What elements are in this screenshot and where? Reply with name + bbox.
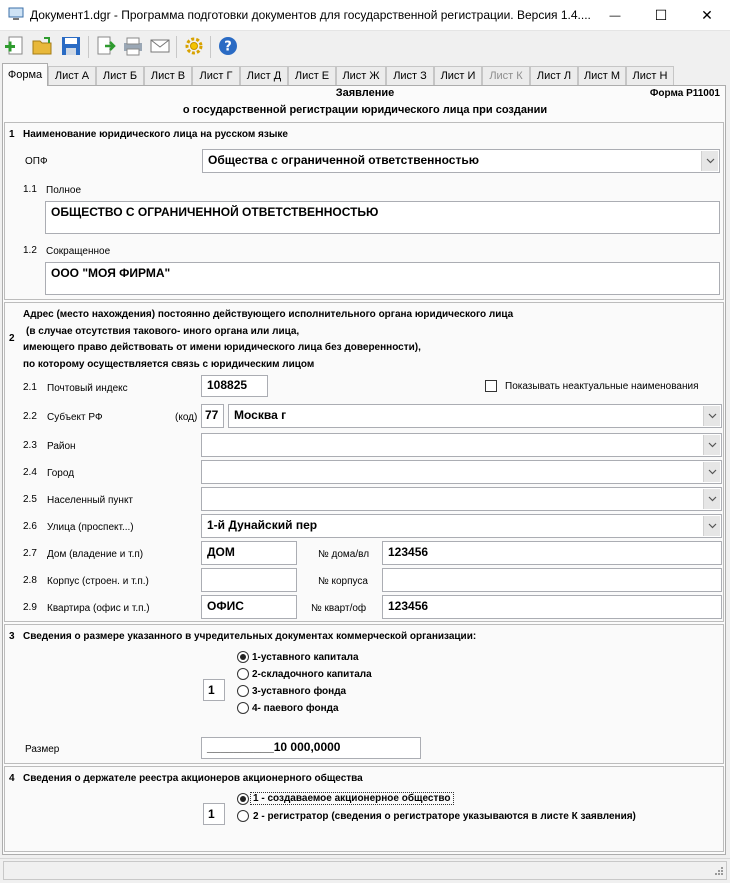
chevron-down-icon[interactable] <box>703 516 720 536</box>
export-icon <box>95 35 117 57</box>
region-value: Москва г <box>234 408 287 422</box>
section-2-heading-1: Адрес (место нахождения) постоянно действующего исполнительного органа юридического лица <box>23 309 514 320</box>
minimize-button[interactable]: — <box>609 9 621 22</box>
section-2-number: 2 <box>9 333 15 344</box>
zip-label: Почтовый индекс <box>47 383 128 394</box>
locality-select[interactable] <box>201 487 722 511</box>
house-label: Дом (владение и т.п) <box>47 549 144 560</box>
tab-sheet-10: Лист К <box>482 66 530 85</box>
close-button[interactable]: ✕ <box>701 7 713 23</box>
settings-button[interactable] <box>182 34 206 58</box>
capital-size-field[interactable]: __________10 000,0000 <box>201 737 421 759</box>
chevron-down-icon[interactable] <box>703 406 720 426</box>
opf-select[interactable] <box>202 149 720 173</box>
full-name-field[interactable]: ОБЩЕСТВО С ОГРАНИЧЕННОЙ ОТВЕТСТВЕННОСТЬЮ <box>45 201 720 234</box>
toolbar-separator <box>210 36 211 58</box>
registry-holder-radio-1[interactable] <box>237 793 249 805</box>
mail-icon <box>149 35 171 57</box>
section-3-heading: Сведения о размере указанного в учредительных документах коммерческой организации: <box>23 631 477 642</box>
form-subtitle: о государственной регистрации юридического лица при создании <box>182 104 548 116</box>
flat-type-field[interactable]: ОФИС <box>201 595 297 619</box>
save-button[interactable] <box>59 34 83 58</box>
toolbar <box>0 31 730 63</box>
building-label: Корпус (строен. и т.п.) <box>47 576 149 587</box>
region-number: 2.2 <box>23 411 37 422</box>
street-value: 1-й Дунайский пер <box>207 518 318 532</box>
locality-number: 2.5 <box>23 494 37 505</box>
section-2-heading-2: (в случае отсутствия такового- иного органа или лица, <box>26 326 300 337</box>
street-number: 2.6 <box>23 521 37 532</box>
zip-number: 2.1 <box>23 382 37 393</box>
district-label: Район <box>47 441 76 452</box>
tab-sheet-11[interactable]: Лист Л <box>530 66 578 85</box>
flat-no-label: № кварт/оф <box>311 603 367 614</box>
region-code-field[interactable]: 77 <box>201 404 224 428</box>
flat-label: Квартира (офис и т.п.) <box>47 603 150 614</box>
short-name-field[interactable]: ООО "МОЯ ФИРМА" <box>45 262 720 295</box>
section-1-number: 1 <box>9 129 15 140</box>
flat-number: 2.9 <box>23 602 37 613</box>
capital-type-code-field[interactable]: 1 <box>203 679 225 701</box>
tab-sheet-6[interactable]: Лист Е <box>288 66 336 85</box>
title-bar <box>0 0 730 31</box>
house-no-field[interactable]: 123456 <box>382 541 722 565</box>
zip-field[interactable]: 108825 <box>201 375 268 397</box>
help-icon <box>217 35 239 57</box>
section-3-number: 3 <box>9 631 15 642</box>
registry-holder-label-1: 1 - создаваемое акционерное общество <box>253 793 451 804</box>
show-outdated-checkbox[interactable] <box>485 380 497 392</box>
house-no-label: № дома/вл <box>318 549 370 560</box>
short-name-number: 1.2 <box>23 245 37 256</box>
registry-holder-label-2: 2 - регистратор (сведения о регистраторе указываются в листе К заявления) <box>253 811 636 822</box>
open-folder-icon <box>32 35 54 57</box>
short-name-label: Сокращенное <box>46 246 111 257</box>
full-name-number: 1.1 <box>23 184 37 195</box>
section-2-heading-4: по которому осуществляется связь с юридическим лицом <box>23 359 315 370</box>
form-code: Форма Р11001 <box>649 88 720 99</box>
tab-sheet-1[interactable]: Лист А <box>48 66 96 85</box>
resize-grip-icon[interactable] <box>712 866 724 878</box>
export-button[interactable] <box>94 34 118 58</box>
flat-no-field[interactable]: 123456 <box>382 595 722 619</box>
chevron-down-icon[interactable] <box>703 435 720 455</box>
region-select[interactable] <box>228 404 722 428</box>
building-type-field[interactable] <box>201 568 297 592</box>
house-type-field[interactable]: ДОМ <box>201 541 297 565</box>
registry-holder-code-field[interactable]: 1 <box>203 803 225 825</box>
print-button[interactable] <box>121 34 145 58</box>
region-label: Субъект РФ <box>47 412 103 423</box>
registry-holder-radio-2[interactable] <box>237 810 249 822</box>
chevron-down-icon[interactable] <box>703 489 720 509</box>
help-button[interactable] <box>216 34 240 58</box>
form-page <box>2 85 726 855</box>
full-name-label: Полное <box>46 185 82 196</box>
open-button[interactable] <box>31 34 55 58</box>
opf-value: Общества с ограниченной ответственностью <box>208 153 479 167</box>
city-select[interactable] <box>201 460 722 484</box>
region-code-label: (код) <box>175 412 198 423</box>
capital-type-label-1: 1-уставного капитала <box>252 652 359 663</box>
opf-label: ОПФ <box>25 156 48 167</box>
section-4-heading: Сведения о держателе реестра акционеров акционерного общества <box>23 773 363 784</box>
section-2-heading-3: имеющего право действовать от имени юридического лица без доверенности), <box>23 342 421 353</box>
show-outdated-label: Показывать неактуальные наименования <box>505 381 699 392</box>
house-number: 2.7 <box>23 548 37 559</box>
building-no-field[interactable] <box>382 568 722 592</box>
save-icon <box>60 35 82 57</box>
city-label: Город <box>47 468 75 479</box>
chevron-down-icon[interactable] <box>703 462 720 482</box>
tab-sheet-8[interactable]: Лист З <box>386 66 434 85</box>
section-4-number: 4 <box>9 773 15 784</box>
tab-sheet-4[interactable]: Лист Г <box>192 66 240 85</box>
toolbar-separator <box>176 36 177 58</box>
form-title: Заявление <box>335 87 395 99</box>
settings-gear-icon <box>183 35 205 57</box>
city-number: 2.4 <box>23 467 37 478</box>
district-number: 2.3 <box>23 440 37 451</box>
tab-sheet-7[interactable]: Лист Ж <box>336 66 386 85</box>
section-1-heading: Наименование юридического лица на русском языке <box>23 129 288 140</box>
capital-type-radio-4[interactable] <box>237 702 249 714</box>
tab-sheet-2[interactable]: Лист Б <box>96 66 144 85</box>
toolbar-separator <box>88 36 89 58</box>
capital-type-radio-2[interactable] <box>237 668 249 680</box>
capital-type-label-4: 4- паевого фонда <box>252 703 339 714</box>
new-document-icon <box>4 35 26 57</box>
svg-text:?: ? <box>224 39 232 55</box>
capital-type-label-2: 2-складочного капитала <box>252 669 372 680</box>
street-select[interactable] <box>201 514 722 538</box>
status-panel <box>3 861 727 880</box>
window-title: Документ1.dgr - Программа подготовки документов для государственной регистрации. Версия 1.4.... <box>30 8 591 22</box>
chevron-down-icon[interactable] <box>701 151 718 171</box>
tab-sheet-3[interactable]: Лист В <box>144 66 192 85</box>
capital-type-label-3: 3-уставного фонда <box>252 686 347 697</box>
maximize-button[interactable]: ☐ <box>654 7 668 23</box>
capital-type-radio-1[interactable] <box>237 651 249 663</box>
tab-form[interactable]: Форма <box>2 63 48 86</box>
new-document-button[interactable] <box>3 34 27 58</box>
building-no-label: № корпуса <box>318 576 368 587</box>
building-number: 2.8 <box>23 575 37 586</box>
tab-sheet-5[interactable]: Лист Д <box>240 66 288 85</box>
print-icon <box>122 35 144 57</box>
mail-button[interactable] <box>148 34 172 58</box>
capital-type-radio-3[interactable] <box>237 685 249 697</box>
street-label: Улица (проспект...) <box>47 522 134 533</box>
tab-sheet-13[interactable]: Лист Н <box>626 66 674 85</box>
tab-sheet-12[interactable]: Лист М <box>578 66 626 85</box>
tab-sheet-9[interactable]: Лист И <box>434 66 482 85</box>
capital-size-label: Размер <box>25 744 60 755</box>
district-select[interactable] <box>201 433 722 457</box>
locality-label: Населенный пункт <box>47 495 134 506</box>
app-monitor-icon <box>8 7 24 21</box>
